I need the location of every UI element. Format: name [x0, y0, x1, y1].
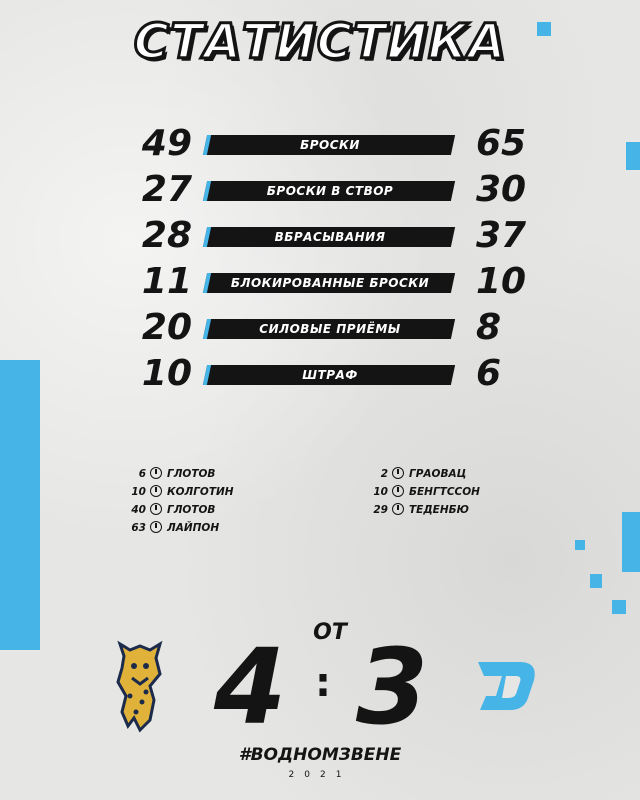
goal-minute: 10 — [373, 486, 388, 498]
decor-block — [537, 22, 551, 36]
goal-scorer: ТЕДЕНБЮ — [409, 504, 469, 516]
home-stat-value: 49 — [141, 123, 192, 164]
decor-block — [622, 512, 640, 572]
away-goal-item — [366, 501, 469, 519]
hashtag: #ВОДНОМЗВЕНЕ — [238, 745, 402, 765]
goal-minute: 6 — [138, 468, 146, 480]
home-goal-item — [124, 483, 234, 501]
goal-minute: 2 — [380, 468, 388, 480]
dinamo-d-logo-icon — [470, 656, 540, 716]
stopwatch-icon — [150, 521, 162, 533]
home-stat-value: 27 — [141, 169, 192, 210]
goal-scorer: БЕНГТССОН — [409, 486, 480, 498]
stat-label: БРОСКИ В СТВОР — [266, 184, 394, 198]
away-goal-item — [366, 483, 480, 501]
home-score: 4 — [213, 626, 287, 748]
home-goal-item — [124, 501, 215, 519]
goal-minute: 29 — [373, 504, 388, 516]
decor-block — [575, 540, 585, 550]
goal-scorer: ГЛОТОВ — [167, 468, 216, 480]
goal-scorer: ЛАЙПОН — [167, 522, 220, 534]
stat-row — [0, 170, 640, 210]
score-result-label: ОТ — [313, 620, 347, 645]
stat-row — [0, 216, 640, 256]
stat-row — [0, 354, 640, 394]
decor-block — [0, 360, 40, 650]
goal-scorer: КОЛГОТИН — [167, 486, 234, 498]
stopwatch-icon — [392, 485, 404, 497]
goal-scorer: ГЛОТОВ — [167, 504, 216, 516]
stopwatch-icon — [392, 503, 404, 515]
season-year: 2021 — [288, 770, 352, 780]
stat-label: БЛОКИРОВАННЫЕ БРОСКИ — [230, 276, 430, 290]
away-score: 3 — [355, 626, 429, 748]
goal-minute: 10 — [131, 486, 146, 498]
away-stat-value: 8 — [476, 307, 502, 348]
away-stat-value: 10 — [476, 261, 527, 302]
home-stat-value: 20 — [141, 307, 192, 348]
stat-row — [0, 262, 640, 302]
home-stat-value: 28 — [141, 215, 192, 256]
stopwatch-icon — [150, 485, 162, 497]
home-goal-item — [124, 519, 219, 537]
home-stat-value: 11 — [141, 261, 192, 302]
stopwatch-icon — [150, 503, 162, 515]
home-goal-item — [124, 465, 215, 483]
away-stat-value: 30 — [476, 169, 527, 210]
stat-label: ВБРАСЫВАНИЯ — [274, 230, 386, 244]
leopard-logo-icon — [110, 638, 170, 733]
goal-minute: 63 — [131, 522, 146, 534]
page-title: СТАТИСТИКА — [133, 14, 507, 70]
away-goal-item — [366, 465, 466, 483]
score-separator: : — [315, 660, 331, 706]
stopwatch-icon — [150, 467, 162, 479]
goal-scorer: ГРАОВАЦ — [409, 468, 467, 480]
stat-row — [0, 308, 640, 348]
stopwatch-icon — [392, 467, 404, 479]
away-stat-value: 37 — [476, 215, 527, 256]
away-stat-value: 65 — [476, 123, 527, 164]
stat-row — [0, 124, 640, 164]
stat-label: СИЛОВЫЕ ПРИЁМЫ — [259, 322, 401, 336]
away-stat-value: 6 — [476, 353, 502, 394]
home-stat-value: 10 — [141, 353, 192, 394]
stat-label: БРОСКИ — [300, 138, 360, 152]
decor-block — [612, 600, 626, 614]
decor-block — [590, 574, 602, 588]
goal-minute: 40 — [131, 504, 146, 516]
stat-label: ШТРАФ — [302, 368, 358, 382]
